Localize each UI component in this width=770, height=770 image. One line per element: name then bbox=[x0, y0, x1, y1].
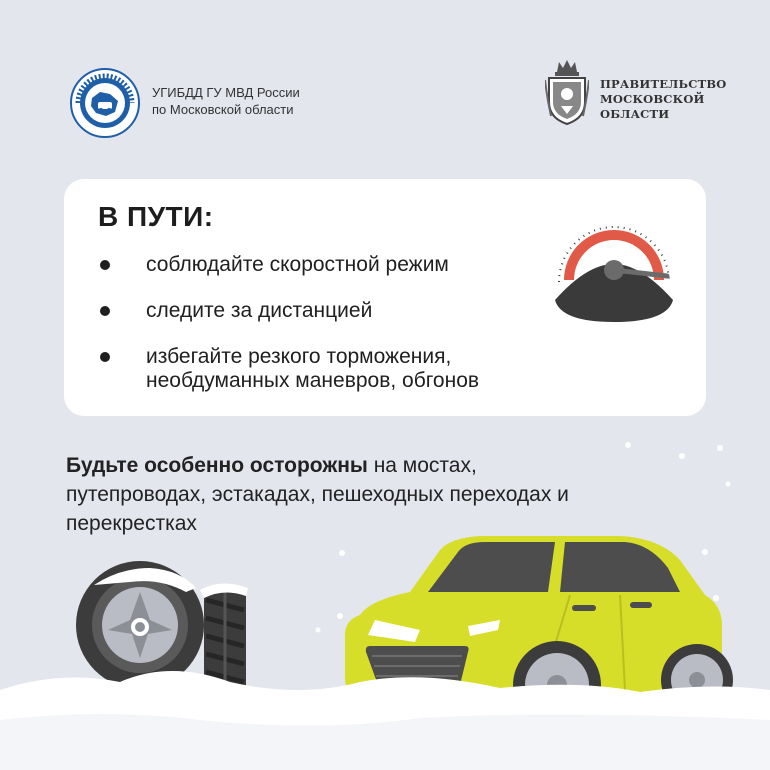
list-item-text: соблюдайте скоростной режим bbox=[146, 253, 449, 276]
bullet-dot-icon bbox=[100, 352, 110, 362]
list-item bbox=[98, 299, 578, 323]
org-name-left bbox=[152, 84, 300, 118]
org-right-line2: МОСКОВСКОЙ bbox=[600, 92, 705, 106]
org-left-line1: УГИБДД ГУ МВД России bbox=[152, 85, 300, 100]
org-name-right bbox=[600, 77, 727, 122]
list-item bbox=[98, 253, 578, 277]
org-left-line2: по Московской области bbox=[152, 102, 294, 117]
speedometer-icon bbox=[547, 204, 677, 324]
bullet-dot-icon bbox=[100, 306, 110, 316]
tips-list bbox=[98, 253, 578, 415]
winter-road-illustration bbox=[0, 420, 770, 770]
org-right-line1: ПРАВИТЕЛЬСТВО bbox=[600, 77, 727, 91]
winter-tire-icon bbox=[76, 561, 204, 689]
org-right-line3: ОБЛАСТИ bbox=[600, 107, 670, 121]
list-item bbox=[98, 345, 566, 393]
gosavtoinspektsiya-emblem-icon bbox=[70, 68, 140, 138]
warning-bold: Будьте особенно осторожны bbox=[66, 454, 368, 477]
bullet-dot-icon bbox=[100, 260, 110, 270]
card-title: В ПУТИ: bbox=[98, 201, 214, 232]
warning-rest: на мостах, путепроводах, эстакадах, пешеходных переходах и перекрестках bbox=[66, 454, 569, 535]
moscow-region-coat-of-arms-icon bbox=[545, 58, 589, 126]
list-item-text: следите за дистанцией bbox=[146, 299, 373, 322]
list-item-text: избегайте резкого торможения, необдуманных маневров, обгонов bbox=[146, 345, 480, 392]
